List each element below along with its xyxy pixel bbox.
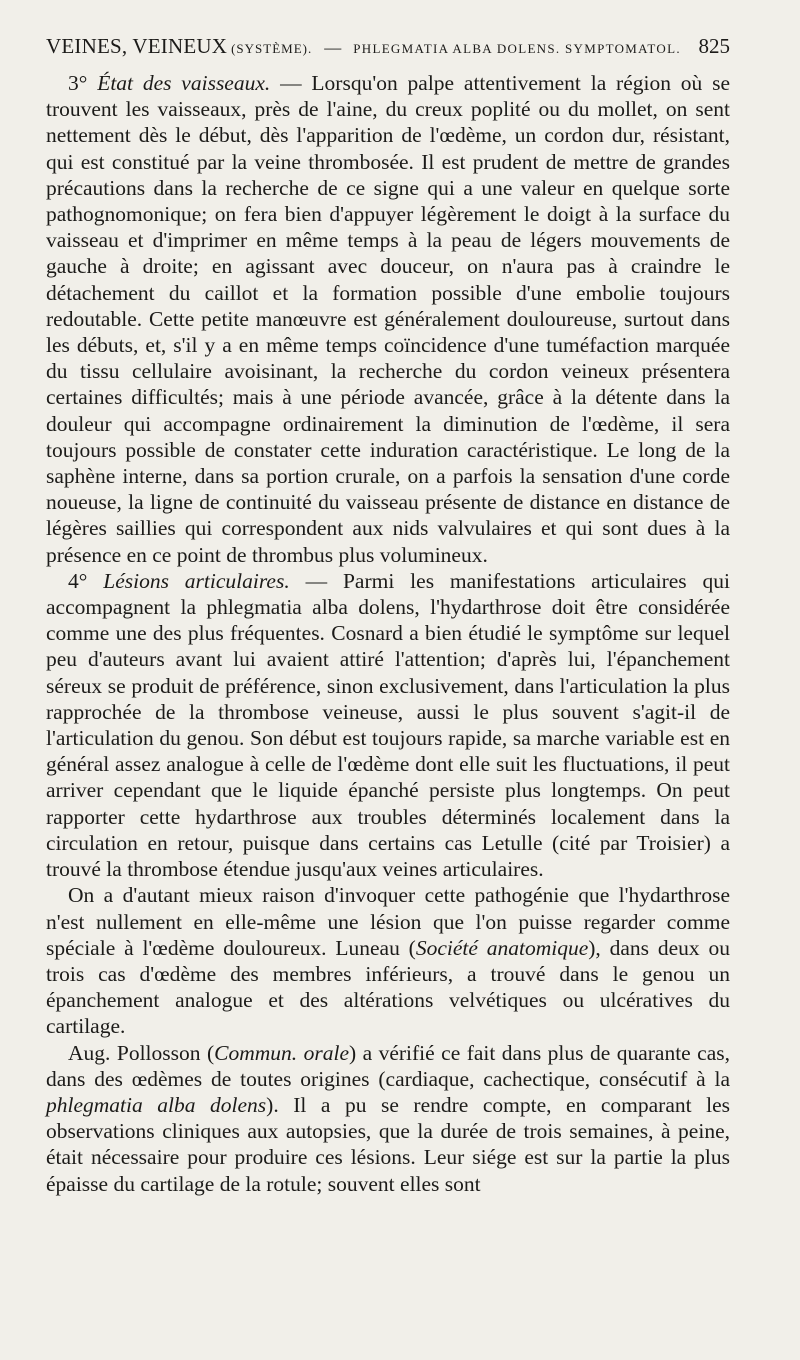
paragraph-text: Aug. Pollosson (	[68, 1040, 215, 1065]
header-system: (SYSTÈME).	[231, 41, 313, 56]
paragraph-text: ). Il a pu se rendre compte, en comparant les observations cliniques aux autopsies, que la durée de trois semaines, à peine, était nécessaire pour produire ces lésions. Leur siége est sur la partie la plus épaisse du cartilage de la rotule; souvent elles sont	[46, 1092, 730, 1196]
page-body	[46, 70, 730, 1197]
term-italic: phlegmatia alba dolens	[46, 1092, 267, 1117]
header-dash: —	[324, 38, 342, 57]
paragraph-text: On a d'autant mieux raison d'invoquer cette pathogénie que l'hydarthrose n'est nullement en elle-même une lésion que l'on puisse regarder comme spéciale à l'œdème douloureux. Luneau (	[46, 883, 730, 960]
section-number: 3°	[68, 71, 88, 95]
paragraph-text: ) a vérifié ce fait dans plus de quarante cas, dans des œdèmes de toutes origines (cardiaque, cachectique, consécutif à la	[46, 1040, 731, 1091]
citation-italic: Société anatomique	[415, 935, 589, 960]
paragraph-text: ), dans deux ou trois cas d'œdème des membres inférieurs, a trouvé dans le genou un épanchement analogue et des altérations velvétiques ou ulcératives du cartilage.	[46, 935, 731, 1039]
citation-italic: Commun. orale	[214, 1040, 349, 1065]
section-heading-vessels: État des vaisseaux.	[97, 71, 271, 95]
header-title: VEINES, VEINEUX	[46, 34, 228, 58]
running-header	[46, 34, 730, 70]
paragraph-text: — Parmi les manifestations articulaires qui accompagnent la phlegmatia alba dolens, l'hydarthrose doit être considérée comme une des plus fréquentes. Cosnard a bien étudié le symptôme sur lequel peu d'auteurs avant lui avaient attiré l'attention; d'après lui, l'épanchement séreux se produit de préférence, sinon exclusivement, dans l'articulation la plus rapprochée de la thrombose veineuse, aussi le plus souvent s'agit-il de l'articulation du genou. Son début est toujours rapide, sa marche variable est en général assez analogue à celle de l'œdème dont elle suit les fluctuations, il peut arriver cependant que le liquide épanché persiste plus longtemps. On peut rapporter cette hydarthrose aux troubles déterminés localement dans la circulation en retour, puisque dans certains cas Letulle (cité par Troisier) a trouvé la thrombose étendue jusqu'aux veines articulaires.	[46, 568, 731, 882]
paragraph-articular	[46, 568, 730, 882]
paragraph-pathogeny	[46, 882, 730, 1039]
paragraph-text: — Lorsqu'on palpe attentivement la région où se trouvent les vaisseaux, près de l'aine, du creux poplité ou du mollet, on sent nettement dès le début, dès l'apparition de l'œdème, un cordon dur, résistant, qui est constitué par la veine thrombosée. Il est prudent de mettre de grandes précautions dans la recherche de ce signe qui a une valeur en quelque sorte pathognomonique; on fera bien d'appuyer légèrement le doigt à la surface du vaisseau et d'imprimer en même temps à la peau de légers mouvements de gauche à droite; en agissant avec douceur, on n'aura pas à craindre le détachement du caillot et la formation possible d'une embolie toujours redoutable. Cette petite manœuvre est généralement douloureuse, surtout dans les débuts, et, s'il y a en même temps coïncidence d'une tuméfaction marquée du tissu cellulaire avoisinant, la recherche du cordon veineux présentera certaines difficultés; mais à une période avancée, grâce à la détente dans la douleur qui accompagne ordinairement la diminution de l'œdème, il sera toujours possible de constater cette induration caractéristique. Le long de la saphène interne, dans sa portion crurale, on a parfois la sensation d'une corde noueuse, la ligne de continuité du vaisseau présente de distance en distance de légères saillies qui correspondent aux nids valvulaires et qui sont dues à la présence en ce point de thrombus plus volumineux.	[46, 71, 731, 567]
header-subtitle: PHLEGMATIA ALBA DOLENS. SYMPTOMATOL.	[353, 41, 681, 56]
section-heading-articular: Lésions articulaires.	[103, 568, 290, 593]
paragraph-pollosson	[46, 1040, 730, 1197]
page-number: 825	[698, 34, 730, 58]
paragraph-vessels	[46, 70, 730, 568]
section-number: 4°	[68, 568, 88, 593]
running-title	[46, 34, 681, 59]
